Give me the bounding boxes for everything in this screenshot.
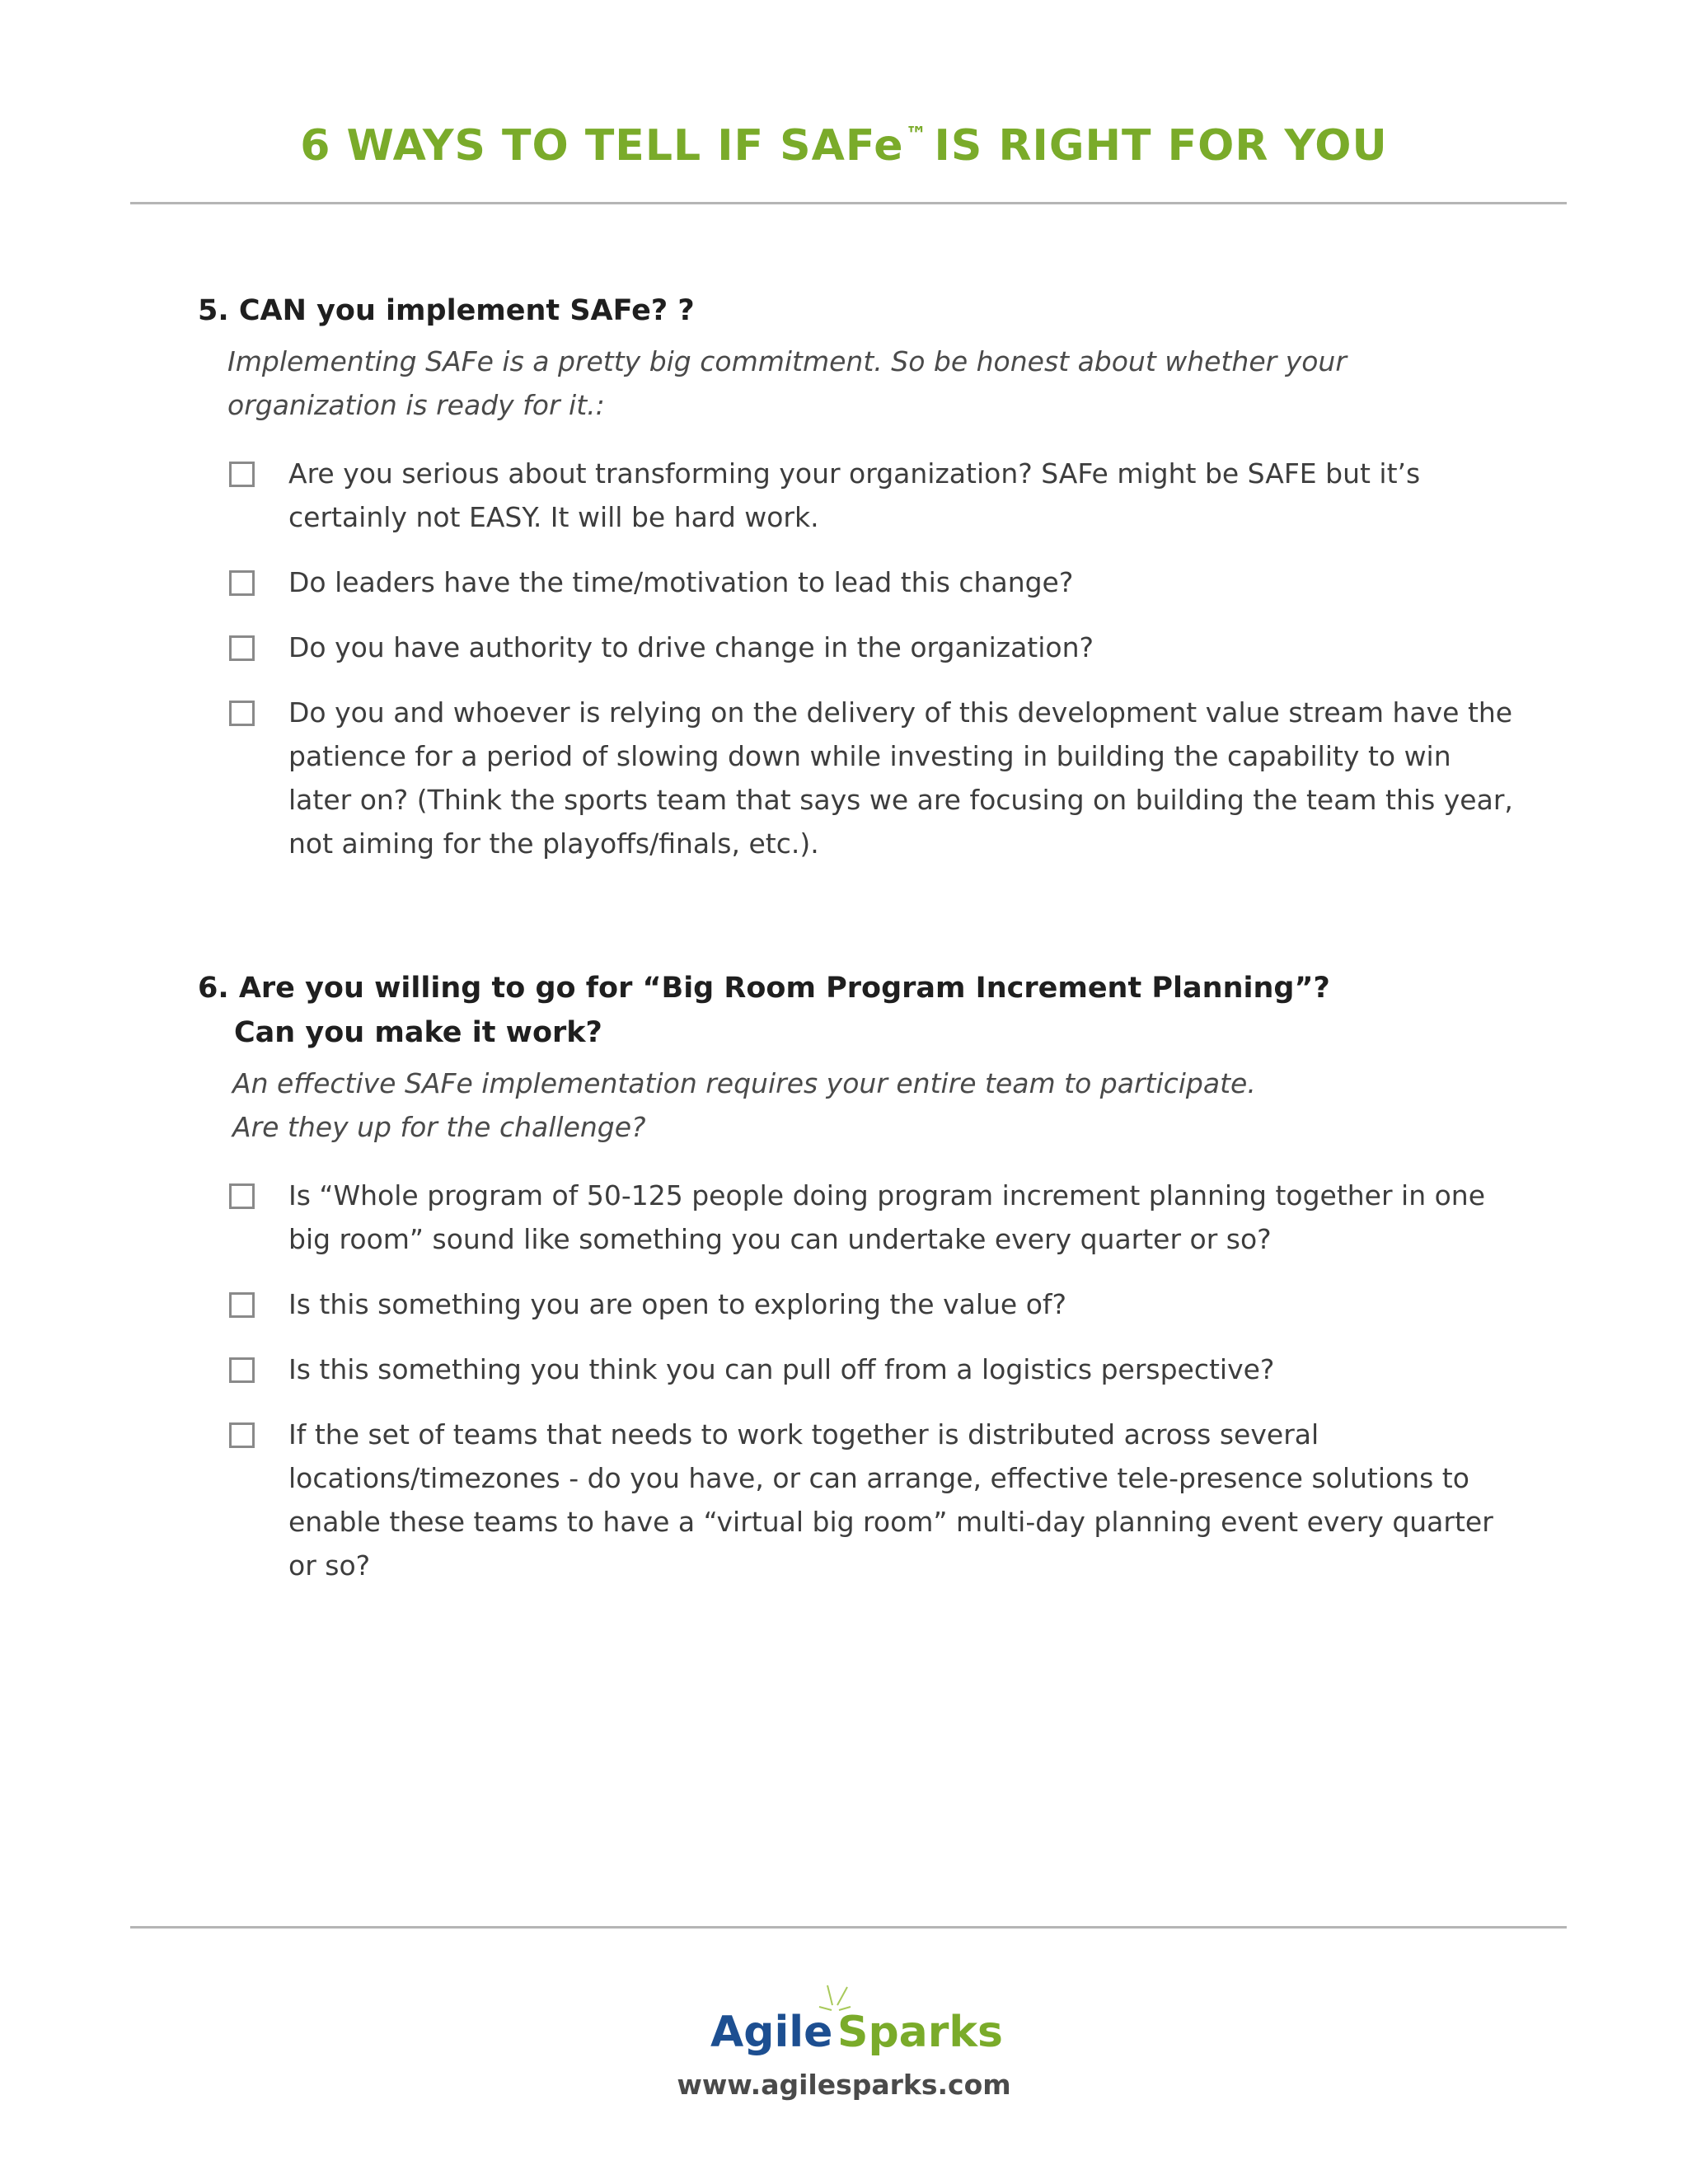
item-line: Do you and whoever is relying on the delivery of this development value stream have the xyxy=(288,696,1513,729)
section-6-intro-line: Are they up for the challenge? xyxy=(232,1111,646,1143)
item-line: later on? (Think the sports team that says we are focusing on building the team this year, xyxy=(288,784,1513,816)
checkbox[interactable] xyxy=(229,570,255,596)
section-5-checklist xyxy=(198,452,1566,865)
checklist-item-text xyxy=(288,452,1706,539)
checklist-item-text xyxy=(288,626,1706,669)
section-6-heading-line2: Can you make it work? xyxy=(234,1016,602,1049)
checklist-item xyxy=(198,1174,1706,1261)
section-5-intro-line: Implementing SAFe is a pretty big commitment. So be honest about whether your xyxy=(227,345,1347,377)
section-5-intro xyxy=(227,340,1464,427)
agilesparks-logo xyxy=(0,1982,1688,2056)
item-line: Do you have authority to drive change in the organization? xyxy=(288,631,1094,663)
logo-graphic xyxy=(704,1982,1003,2057)
checkbox[interactable] xyxy=(229,1422,255,1448)
checklist-item-text xyxy=(288,560,1706,604)
spark-icon xyxy=(819,1985,851,2010)
checkbox[interactable] xyxy=(229,1357,255,1383)
checklist-item xyxy=(198,560,1706,604)
checklist-item-text xyxy=(288,1282,1706,1326)
title-part1: 6 WAYS TO TELL IF SAFe xyxy=(300,121,904,171)
section-5-heading xyxy=(198,288,1566,333)
checklist-item xyxy=(198,1282,1706,1326)
checklist-item xyxy=(198,626,1706,669)
top-divider xyxy=(130,202,1567,204)
section-6 xyxy=(198,966,1566,1609)
item-line: Is “Whole program of 50-125 people doing program increment planning together in one xyxy=(288,1179,1486,1212)
section-5 xyxy=(198,288,1566,887)
checklist-item xyxy=(198,452,1706,539)
checklist-item xyxy=(198,1347,1706,1391)
checklist-item-text xyxy=(288,691,1706,865)
bottom-divider xyxy=(130,1926,1567,1929)
section-6-checklist xyxy=(198,1174,1566,1587)
checklist-item-text xyxy=(288,1174,1706,1261)
section-6-intro-line: An effective SAFe implementation requires your entire team to participate. xyxy=(232,1067,1256,1099)
checkbox[interactable] xyxy=(229,1292,255,1318)
website-link[interactable]: www.agilesparks.com xyxy=(677,2069,1011,2101)
section-6-heading xyxy=(198,966,1566,1055)
checkbox[interactable] xyxy=(229,1183,255,1209)
item-line: big room” sound like something you can undertake every quarter or so? xyxy=(288,1223,1272,1255)
section-6-intro xyxy=(232,1062,1469,1149)
item-line: Do leaders have the time/motivation to lead this change? xyxy=(288,566,1074,598)
item-line: enable these teams to have a “virtual big room” multi-day planning event every quarter xyxy=(288,1506,1493,1538)
item-line: Is this something you are open to exploring the value of? xyxy=(288,1288,1067,1320)
page-title xyxy=(0,109,1688,172)
checklist-item xyxy=(198,691,1706,865)
item-line: locations/timezones - do you have, or can arrange, effective tele-presence solutions to xyxy=(288,1462,1469,1494)
trademark-symbol: ™ xyxy=(905,123,928,148)
title-part2: IS RIGHT FOR YOU xyxy=(934,121,1388,171)
checkbox[interactable] xyxy=(229,462,255,487)
checkbox[interactable] xyxy=(229,635,255,661)
checklist-item-text xyxy=(288,1347,1706,1391)
section-5-intro-line: organization is ready for it.: xyxy=(227,389,605,421)
checklist-item xyxy=(198,1413,1706,1587)
item-line: certainly not EASY. It will be hard work. xyxy=(288,501,819,533)
item-line: not aiming for the playoffs/finals, etc.). xyxy=(288,827,819,860)
logo-agile-text: Agile xyxy=(710,2008,833,2057)
item-line: patience for a period of slowing down while investing in building the capability to win xyxy=(288,740,1451,772)
section-6-heading-line1: 6. Are you willing to go for “Big Room Program Increment Planning”? xyxy=(198,972,1330,1005)
item-line: If the set of teams that needs to work together is distributed across several xyxy=(288,1418,1319,1451)
checklist-item-text xyxy=(288,1413,1706,1587)
item-line: Is this something you think you can pull off from a logistics perspective? xyxy=(288,1353,1275,1385)
item-line: Are you serious about transforming your organization? SAFe might be SAFE but it’s xyxy=(288,457,1421,490)
section-5-heading-line1: 5. CAN you implement SAFe? ? xyxy=(198,294,695,327)
item-line: or so? xyxy=(288,1549,371,1582)
checkbox[interactable] xyxy=(229,701,255,726)
logo-sparks-text: Sparks xyxy=(837,2008,1003,2057)
